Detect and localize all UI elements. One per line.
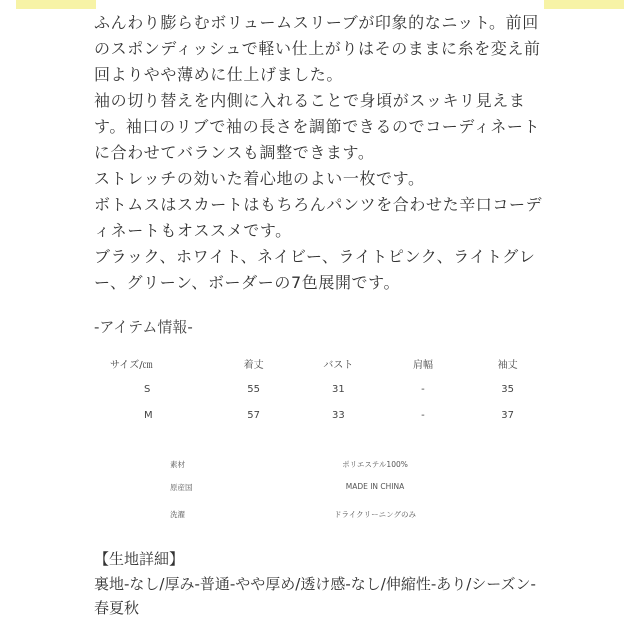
size-cell: S	[144, 383, 151, 395]
size-header-shoulder: 肩幅	[412, 359, 433, 371]
size-header-sleeve: 袖丈	[497, 359, 518, 371]
length-cell: 57	[247, 409, 260, 421]
highlight-right	[544, 0, 624, 9]
size-cell: M	[144, 409, 153, 421]
description-paragraph: 袖の切り替えを内側に入れることで身頃がスッキリ見えます。袖口のリブで袖の長さを調節できるのでコーディネートに合わせてバランスも調整できます。	[94, 91, 541, 162]
size-table	[110, 350, 550, 428]
spec-row-origin	[0, 478, 640, 498]
spec-label: 素材	[170, 460, 185, 469]
top-highlight-bar	[0, 0, 640, 10]
spec-label: 原産国	[170, 483, 193, 492]
fabric-detail-title: 【生地詳細】	[94, 550, 185, 568]
table-row	[110, 402, 550, 428]
description-paragraph: ストレッチの効いた着心地のよい一枚です。	[94, 169, 425, 188]
sleeve-cell: 35	[501, 383, 514, 395]
sleeve-cell: 37	[501, 409, 514, 421]
spec-value: ドライクリーニングのみ	[334, 510, 416, 519]
item-info-title: -アイテム情報-	[94, 318, 193, 336]
size-header-bust: バスト	[323, 359, 354, 371]
fabric-detail-text: 裏地-なし/厚み-普通-やや厚め/透け感-なし/伸縮性-あり/シーズン-春夏秋	[94, 575, 536, 617]
spec-label: 洗濯	[170, 510, 185, 519]
table-row	[110, 376, 550, 402]
highlight-left	[16, 0, 96, 9]
spec-value: ポリエステル100%	[342, 460, 408, 469]
description-paragraph: ふんわり膨らむボリュームスリーブが印象的なニット。前回のスポンディッシュで軽い仕上がりはそのままに糸を変え前回よりやや薄めに仕上げました。	[94, 13, 541, 84]
length-cell: 55	[247, 383, 260, 395]
shoulder-cell: -	[421, 409, 425, 421]
spec-value: MADE IN CHINA	[345, 482, 405, 491]
description-paragraph: ボトムスはスカートはもちろんパンツを合わせた辛口コーディネートもオススメです。	[94, 195, 543, 240]
bust-cell: 31	[331, 383, 345, 395]
spec-row-material	[0, 455, 640, 475]
product-description	[94, 10, 554, 296]
description-paragraph: ブラック、ホワイト、ネイビー、ライトピンク、ライトグレー、グリーン、ボーダーの7色展開です。	[94, 247, 536, 292]
size-header-size: サイズ/㎝	[110, 359, 153, 371]
size-header-length: 着丈	[243, 359, 264, 371]
spec-row-washing	[0, 505, 640, 525]
size-table-header-row	[110, 350, 550, 376]
bust-cell: 33	[331, 409, 345, 421]
shoulder-cell: -	[421, 383, 425, 395]
